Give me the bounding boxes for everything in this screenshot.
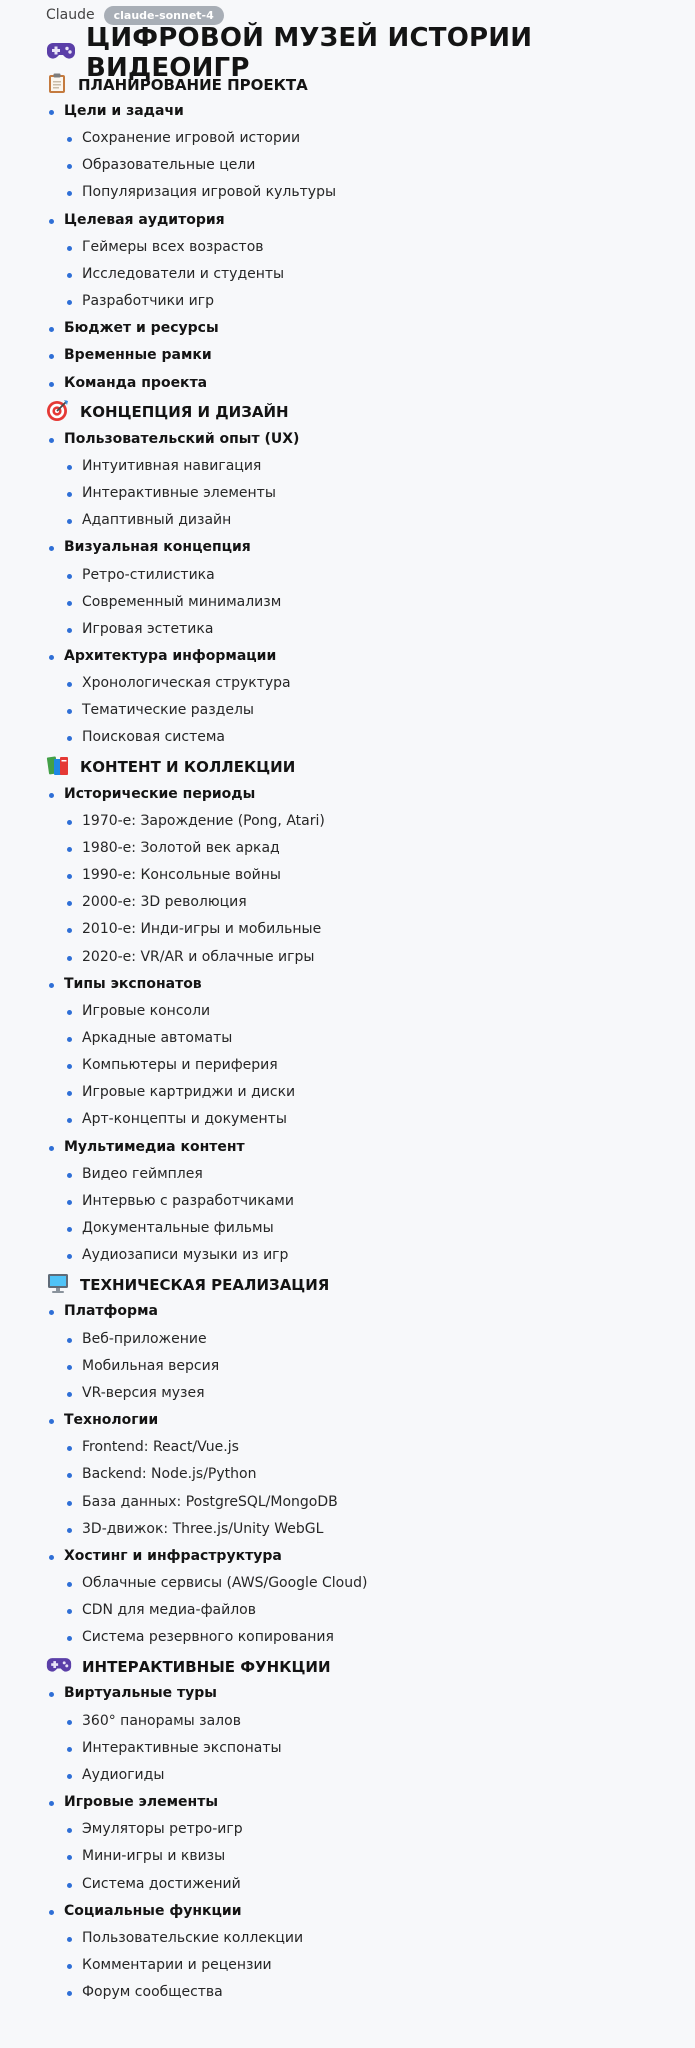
list-item-label: Пользовательский опыт (UX) — [64, 430, 300, 447]
sub-list — [64, 1708, 695, 1789]
sub-list-item — [82, 1215, 695, 1242]
sub-list-item — [82, 1079, 695, 1106]
sub-list-item-label: Мобильная версия — [82, 1357, 220, 1374]
sub-list-item-label: Мини-игры и квизы — [82, 1848, 226, 1865]
section — [46, 71, 695, 397]
list-item-label: Платформа — [64, 1303, 158, 1320]
clipboard-icon — [46, 72, 68, 98]
sub-list — [64, 1570, 695, 1651]
target-icon — [46, 398, 70, 426]
sub-list-item — [82, 1624, 695, 1651]
gamepad-icon — [46, 1655, 72, 1679]
section-heading — [46, 1271, 695, 1298]
sub-list-item-label: Backend: Node.js/Python — [82, 1466, 257, 1483]
sub-list — [64, 1434, 695, 1543]
sub-list-item — [82, 480, 695, 507]
sub-list-item-label: Образовательные цели — [82, 157, 256, 174]
list-item-label: Временные рамки — [64, 347, 212, 364]
sub-list-item — [82, 1025, 695, 1052]
list-item-label: Архитектура информации — [64, 647, 277, 664]
sub-list-item-label: 2020-е: VR/AR и облачные игры — [82, 948, 315, 965]
sub-list-item — [82, 1762, 695, 1789]
sub-list-item — [82, 889, 695, 916]
section-list — [46, 426, 695, 752]
list-item — [64, 1407, 695, 1543]
sub-list-item-label: Веб-приложение — [82, 1330, 207, 1347]
list-item-label: Типы экспонатов — [64, 975, 202, 992]
page-title: ЦИФРОВОЙ МУЗЕЙ ИСТОРИИ ВИДЕОИГР — [86, 23, 533, 83]
list-item — [64, 1298, 695, 1407]
section — [46, 1653, 695, 2006]
sub-list-item — [82, 453, 695, 480]
sub-list-item — [82, 1188, 695, 1215]
list-item-label: Команда проекта — [64, 374, 208, 391]
list-item-label: Цели и задачи — [64, 103, 184, 119]
list-item — [64, 342, 695, 369]
sub-list-item — [82, 1353, 695, 1380]
sub-list-item-label: Сохранение игровой истории — [82, 130, 301, 147]
sub-list-item-label: Интерактивные экспонаты — [82, 1739, 282, 1756]
list-item — [64, 971, 695, 1134]
section-title: ПЛАНИРОВАНИЕ ПРОЕКТА — [78, 75, 308, 94]
sub-list — [64, 1161, 695, 1270]
list-item — [64, 1680, 695, 1789]
sub-list-item — [82, 1161, 695, 1188]
list-item — [64, 1543, 695, 1652]
sub-list-item — [82, 1871, 695, 1898]
section-title: КОНТЕНТ И КОЛЛЕКЦИИ — [80, 758, 296, 777]
list-item — [64, 315, 695, 342]
sub-list — [64, 1925, 695, 2006]
sub-list-item — [82, 589, 695, 616]
sub-list — [64, 562, 695, 643]
sub-list-item — [82, 697, 695, 724]
sub-list-item — [82, 1925, 695, 1952]
sub-list-item-label: Система достижений — [82, 1875, 241, 1892]
sub-list-item-label: Ретро-стилистика — [82, 566, 215, 583]
sub-list-item-label: VR-версия музея — [82, 1384, 205, 1401]
sub-list-item-label: Документальные фильмы — [82, 1220, 274, 1237]
list-item-label: Хостинг и инфраструктура — [64, 1547, 282, 1564]
list-item-label: Бюджет и ресурсы — [64, 320, 219, 337]
sub-list-item-label: 3D-движок: Three.js/Unity WebGL — [82, 1520, 324, 1537]
sub-list-item-label: 1980-е: Золотой век аркад — [82, 839, 280, 856]
sub-list — [64, 670, 695, 751]
sub-list — [64, 234, 695, 315]
sub-list-item-label: Облачные сервисы (AWS/Google Cloud) — [82, 1574, 368, 1591]
sub-list-item — [82, 1461, 695, 1488]
sub-list-item-label: Хронологическая структура — [82, 675, 291, 692]
sub-list-item-label: Игровые картриджи и диски — [82, 1084, 296, 1101]
sub-list-item — [82, 1516, 695, 1543]
sub-list-item-label: 1990-е: Консольные войны — [82, 867, 281, 884]
sub-list-item — [82, 1380, 695, 1407]
list-item — [64, 1789, 695, 1898]
sub-list-item — [82, 1434, 695, 1461]
sub-list-item — [82, 1597, 695, 1624]
sub-list-item — [82, 1106, 695, 1133]
list-item-label: Игровые элементы — [64, 1794, 218, 1811]
sub-list-item — [82, 1570, 695, 1597]
sub-list-item — [82, 1489, 695, 1516]
section-heading — [46, 399, 695, 426]
sub-list-item-label: Компьютеры и периферия — [82, 1057, 278, 1074]
sub-list — [64, 808, 695, 971]
sub-list-item-label: Адаптивный дизайн — [82, 512, 232, 529]
sub-list-item — [82, 1952, 695, 1979]
sub-list-item-label: Игровая эстетика — [82, 620, 214, 637]
sub-list-item — [82, 1979, 695, 2006]
books-icon — [46, 754, 70, 780]
sub-list-item — [82, 1816, 695, 1843]
sub-list-item — [82, 1708, 695, 1735]
sub-list-item-label: Исследователи и студенты — [82, 265, 285, 282]
section — [46, 754, 695, 1270]
list-item-label: Виртуальные туры — [64, 1685, 217, 1702]
sub-list-item — [82, 1326, 695, 1353]
sub-list-item-label: Интервью с разработчиками — [82, 1192, 294, 1209]
sub-list-item-label: Интерактивные элементы — [82, 485, 276, 502]
section-heading — [46, 1653, 695, 1680]
section-title: ИНТЕРАКТИВНЫЕ ФУНКЦИИ — [82, 1657, 331, 1676]
sub-list-item — [82, 1242, 695, 1269]
sub-list-item-label: CDN для медиа-файлов — [82, 1602, 256, 1619]
list-item — [64, 370, 695, 397]
sub-list-item-label: Геймеры всех возрастов — [82, 238, 264, 255]
list-item — [64, 98, 695, 207]
section-title: ТЕХНИЧЕСКАЯ РЕАЛИЗАЦИЯ — [80, 1275, 330, 1294]
sub-list-item — [82, 152, 695, 179]
sub-list-item — [82, 562, 695, 589]
section-list — [46, 1680, 695, 2006]
sub-list-item-label: Комментарии и рецензии — [82, 1957, 272, 1973]
sub-list-item — [82, 670, 695, 697]
list-item-label: Мультимедиа контент — [64, 1138, 245, 1155]
sub-list-item-label: 2010-е: Инди-игры и мобильные — [82, 921, 322, 938]
sub-list-item — [82, 507, 695, 534]
sub-list-item — [82, 1052, 695, 1079]
sub-list-item-label: Интуитивная навигация — [82, 457, 262, 474]
sub-list-item-label: Аркадные автоматы — [82, 1030, 233, 1046]
sub-list-item — [82, 179, 695, 206]
sub-list-item — [82, 808, 695, 835]
sub-list-item-label: Разработчики игр — [82, 293, 215, 310]
model-badge: claude-sonnet-4 — [104, 6, 224, 25]
sub-list-item-label: Эмуляторы ретро-игр — [82, 1821, 243, 1838]
sub-list-item — [82, 862, 695, 889]
sub-list-item — [82, 616, 695, 643]
section — [46, 1271, 695, 1651]
list-item — [64, 207, 695, 316]
list-item — [64, 781, 695, 971]
sub-list-item-label: Пользовательские коллекции — [82, 1929, 304, 1946]
list-item — [64, 643, 695, 752]
list-item — [64, 534, 695, 643]
sub-list-item-label: Система резервного копирования — [82, 1629, 334, 1646]
list-item-label: Социальные функции — [64, 1902, 242, 1919]
list-item — [64, 1898, 695, 2007]
gamepad-icon — [46, 40, 76, 66]
sub-list — [64, 998, 695, 1134]
sub-list-item-label: Аудиозаписи музыки из игр — [82, 1247, 289, 1264]
sub-list-item — [82, 1735, 695, 1762]
sub-list — [64, 1326, 695, 1407]
sub-list-item-label: 2000-е: 3D революция — [82, 894, 247, 911]
sub-list-item — [82, 1843, 695, 1870]
sub-list-item-label: 360° панорамы залов — [82, 1712, 241, 1729]
sub-list-item-label: Frontend: React/Vue.js — [82, 1439, 239, 1456]
sub-list-item — [82, 944, 695, 971]
sub-list-item — [82, 724, 695, 751]
sub-list-item — [82, 288, 695, 315]
sub-list-item-label: Форум сообщества — [82, 1984, 223, 2001]
section-list — [46, 98, 695, 397]
sub-list-item-label: Аудиогиды — [82, 1766, 165, 1783]
sub-list — [64, 453, 695, 534]
list-item — [64, 1134, 695, 1270]
sub-list-item — [82, 916, 695, 943]
section-title: КОНЦЕПЦИЯ И ДИЗАЙН — [80, 403, 289, 422]
section-list — [46, 1298, 695, 1651]
sub-list-item-label: Видео геймплея — [82, 1165, 203, 1182]
sub-list — [64, 125, 695, 206]
sub-list-item-label: Тематические разделы — [82, 702, 254, 719]
section-heading — [46, 754, 695, 781]
sub-list-item-label: 1970-е: Зарождение (Pong, Atari) — [82, 812, 325, 829]
sub-list-item — [82, 125, 695, 152]
list-item — [64, 426, 695, 535]
sub-list — [64, 1816, 695, 1897]
list-item-label: Визуальная концепция — [64, 539, 251, 556]
sub-list-item-label: Игровые консоли — [82, 1002, 211, 1019]
list-item-label: Целевая аудитория — [64, 211, 225, 228]
sections-list — [46, 71, 695, 2006]
sub-list-item — [82, 261, 695, 288]
message-header — [46, 6, 695, 24]
sub-list-item-label: Арт-концепты и документы — [82, 1111, 287, 1128]
sub-list-item — [82, 234, 695, 261]
sub-list-item-label: База данных: PostgreSQL/MongoDB — [82, 1493, 338, 1510]
sub-list-item — [82, 998, 695, 1025]
sub-list-item-label: Поисковая система — [82, 729, 226, 746]
list-item-label: Технологии — [64, 1412, 159, 1429]
page-title-row — [46, 23, 695, 83]
computer-icon — [46, 1272, 70, 1298]
section — [46, 399, 695, 752]
sub-list-item-label: Популяризация игровой культуры — [82, 184, 337, 201]
list-item-label: Исторические периоды — [64, 785, 256, 802]
section-list — [46, 781, 695, 1270]
author-name: Claude — [46, 7, 95, 23]
sub-list-item — [82, 835, 695, 862]
sub-list-item-label: Современный минимализм — [82, 593, 282, 610]
